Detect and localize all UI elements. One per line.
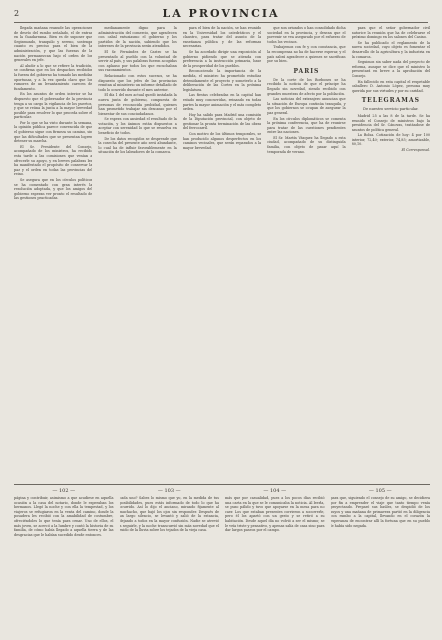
article-paragraph: La Bolsa. Cotización de hoy: 4 por 100 interior, 72,40; exterior, 74,85; amortizable, 80,10. [351,133,431,147]
article-paragraph: En los círculos diplomáticos se comenta la próxima conferencia, que ha de reunirse para tratar de las cuestiones pendientes entre las naciones. [267,116,346,135]
page-number: 2 [14,8,20,18]
feuilleton-section [14,488,430,634]
feuilleton-divider [14,484,430,485]
article-paragraph: El Sr. Fernández de Castro se ha presentado al pueblo con la voluntad de servir al país, y sus palabras fueron acogidas con aplauso por todos los que escuchaban sus razonamientos. [98,49,177,73]
article-paragraph: que son oriundos o han consolidado dicha sociedad en la provincia, y desean que el porvenir se vea asegurado por el esfuerzo de todos los vecinos. [267,26,346,44]
article-paragraph: Se ha publicado el reglamento de la nueva sociedad, cuyo objeto es fomentar el desarrollo de la agricultura y la industria en la comarca. [351,40,431,59]
article-paragraph: Madrid 25 a las 8 de la tarde. Se ha reunido el Consejo de ministros bajo la presidencia del Sr. Cánovas, tratándose de asuntos de política general. [351,113,431,132]
article-paragraph: De los datos recogidos se desprende que la cosecha del presente año será abundante, lo cual ha de influir favorablemente en la situación de los labradores de la comarca. [98,136,177,155]
feuilleton-column [331,488,431,634]
article-paragraph: para que el señor gobernador civil autorice la reunión que ha de celebrarse el próximo domingo en los salones del Casino. [351,26,431,40]
article-paragraph: Las fiestas celebradas en la capital han estado muy concurridas, reinando en todas partes la mayor animación y el más completo orden. [182,93,262,112]
article-paragraph: Trabajemos con fe y con constancia, que la recompensa no ha de hacerse esperar, y el país sabrá agradecer a quienes se sacrifican por su bien. [267,45,346,64]
article-paragraph: Con motivo de los últimos temporales, se han producido algunos desperfectos en los caminos vecinales, que serán reparados a la mayor brevedad. [182,132,262,150]
article-paragraph: Se asegura que en los círculos políticos se ha comentado con gran interés la resolución adoptada, y que los amigos del gobierno esperan ver pronto el resultado de las gestiones practicadas. [14,178,93,201]
article-paragraph: Seguimos sin saber nada del proyecto de reforma, aunque se dice que el ministro lo presentará en breve a la aprobación del Consejo. [351,60,431,78]
article-paragraph: Reconociendo la importancia de la medida, el ministro ha prometido estudiar detenidamente el proyecto y someterlo a la deliberación de las Cortes en la próxima legislatura. [182,69,262,92]
article-paragraph: En los asuntos de orden interior se ha dispuesto que el gobernador de la provincia tenga a su cargo la vigilancia de los puertos, y que se reúna la junta a la mayor brevedad posible para resolver lo que proceda sobre el particular. [14,92,93,120]
article-paragraph: Hoy ha salido para Madrid una comisión de la Diputación provincial, con objeto de gestionar la pronta terminación de las obras del ferrocarril. [182,112,262,131]
article-paragraph: para el bien de la nación, se han reunido en la Universidad los catedráticos y el claustro, para tratar del asunto de la enseñanza pública y de las reformas necesarias. [182,26,262,49]
article-columns [14,26,430,480]
feuilleton-text: página y contribuir, asimismo a que acudiese en aquella ocasión a la casa del notario, donde le esperaban los hermanos. Llegó la noche y con ella la tempestad, y los viajeros se refugiaron en la venta del camino, donde la posadera les recibió con la amabilidad de costumbre, ofreciéndoles lo que tenía para cenar. Uno de ellos, el más joven, se acercó a la lumbre y contó la historia de su familia, de cómo había llegado a aquella tierra y de las desgracias que le habían sucedido desde entonces. [14,496,114,537]
article-column [183,26,261,480]
article-paragraph: Se espera con ansiedad el resultado de la votación, y los ánimos están dispuestos a aceptar con serenidad lo que se resuelva en beneficio de todos. [98,117,177,136]
feuilleton-text: para que, siguiendo el consejo de su amigo, se decidiera por fin a emprender el viaje que tanto tiempo venía proyectando. Preparó sus baúles, se despidió de los suyos y una mañana de primavera partió en la diligencia con rumbo a la capital, llevando en el corazón la esperanza de encontrar allí la fortuna que en su pueblo le había sido negada. [330,496,430,528]
feuilleton-page-number: — 103 — [157,488,181,494]
article-column [267,26,345,480]
feuilleton-page-number: — 105 — [368,488,392,494]
section-heading: TELEGRAMAS [361,97,420,105]
article-paragraph: Se ha acordado dirigir una exposición al gobierno pidiendo que se atienda con preferencia a la instrucción primaria, base de la prosperidad de los pueblos. [182,49,262,68]
feuilleton-column [14,488,114,634]
article-paragraph: El Sr. Martín Vázquez ha llegado a esta ciudad, acompañado de su distinguida familia, con objeto de pasar aquí la temporada de verano. [267,135,346,154]
masthead [14,4,428,23]
dateline: De nuestro servicio particular. [363,107,419,112]
article-column [14,26,92,480]
article-paragraph: llegada mañana reanude las operaciones de desvío del rumbo señalado, el de entrar en la Guadarrama. Bien es de suponer que Segismundo, tranquilo y sereno, sostenga cuanto es preciso para el bien de la administración, y que las fuerzas de la nación permanezcan bajo el orden de los generales en jefe. [14,26,93,63]
article-paragraph: De la corte de los Borbones se ha recibido la noticia de que el príncipe ha llegado sin novedad, siendo recibido con grandes muestras de afecto por la población. [267,77,346,96]
article-column [352,26,430,480]
article-paragraph: Ha fallecido en esta capital el respetable caballero D. Antonio López, persona muy querida por sus virtudes y por su caridad. [351,79,431,93]
feuilleton-column [225,488,325,634]
feuilleton-page-number: — 104 — [263,488,287,494]
article-paragraph: Relacionado con estos sucesos, se ha dispuesto que los jefes de las provincias remitan al ministerio un informe detallado de todo lo ocurrido durante el mes anterior. [98,73,177,92]
article-paragraph: El Sr. Presidente del Consejo, acompañado de los ministros, ha recibido esta tarde a las comisiones que venían a ofrecerle su apoyo, y en breves palabras les ha manifestado el propósito de conservar la paz y el orden en todas las provincias del reino. [14,144,93,177]
signature: El Corresponsal. [401,148,431,153]
feuilleton-column [120,488,220,634]
section-heading: PARIS [293,67,320,75]
feuilleton-text: más que por casualidad, pues a los pocos días recibió una carta en la que se le comunicaba la noticia. Al leerla, se puso pálido y tuvo que apoyarse en la mesa para no caer. Los que estaban presentes corrieron a socorrerle, pero él los apartó con un gesto y se retiró a su habitación. Desde aquel día no volvió a ser el mismo; se le veía triste y pensativo, y apenas salía de casa sino para dar largos paseos por el campo. [225,496,325,533]
article-paragraph: Por lo que se ha visto durante la semana, la opinión pública parece convencida de que el gobierno sigue con firmeza su camino, sin que las dificultades que se presentan logren detener su marcha. [14,120,93,144]
article-paragraph: El día 1 del mes actual quedó instalada la nueva junta de gobierno, compuesta de personas de reconocida probidad, quienes han prometido trabajar sin descanso por el bienestar de sus conciudadanos. [98,93,177,116]
article-column [98,26,176,480]
article-paragraph: Al aludir a lo que se refiere la tradición, se confirma que en los despachos recibidos la fuerza del gobierno ha tomado las medidas oportunas, y a la vez queda claro que los rumores de un levantamiento carecen de fundamento. [14,63,93,91]
article-paragraph: Las noticias del extranjero anuncian que la situación de Europa continúa tranquila, y que los gobiernos se ocupan de asegurar la paz general. [267,97,346,115]
feuilleton-page-number: — 102 — [52,488,76,494]
newspaper-title: LA PROVINCIA [162,6,280,20]
feuilleton-text: cada uno? Sabes lo mismo que yo, en la medida de tus posibilidades, pues estás informado de todo lo que ha ocurrido. Así lo dijo el anciano, mirando fijamente al muchacho, que bajó los ojos sin responder. Después de un largo silencio, se levantó y salió de la estancia, dejando a todos en la mayor confusión. Nadie se atrevió a seguirle, y la noche transcurrió sin más novedad que el ruido de la lluvia sobre los tejados de la vieja casa. [119,496,219,533]
article-paragraph: medianamente digno para la administración del comercio, que agradecen con cabal entusiasmo el gobierno y los partidos de la nación, sabiendo que los intereses de la provincia serán atendidos. [98,26,177,49]
